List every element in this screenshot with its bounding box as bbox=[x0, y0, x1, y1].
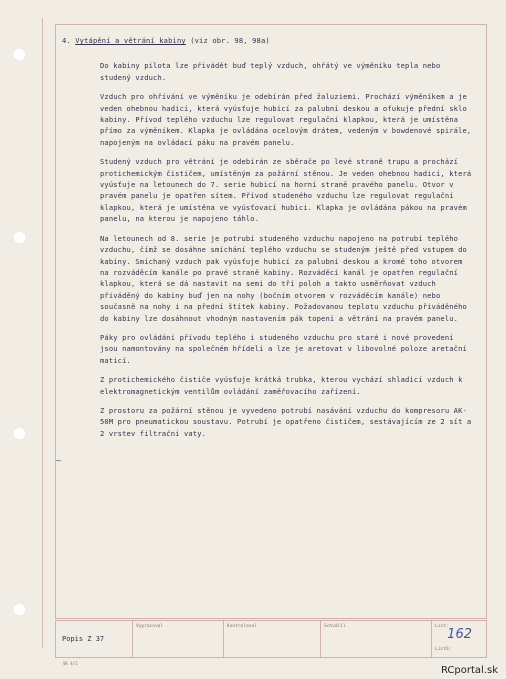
title-block bbox=[55, 620, 487, 658]
section-title: Vytápění a větrání kabiny bbox=[75, 36, 186, 45]
list-label: List: bbox=[435, 624, 449, 629]
section-ref: (viz obr. 98, 98a) bbox=[190, 36, 270, 45]
footer-schvalil bbox=[321, 621, 432, 657]
footer-popis: Popis Z 37 bbox=[56, 621, 133, 657]
paragraph: Vzduch pro ohřívání ve výměníku je odebírán před žaluziemi. Prochází výměníkem a je veden ohebnou hadicí, která vyúsťuje hubicí za palubní deskou a ofukuje přední sklo kabiny. Přívod teplého vzduchu lze regulovat regulační klapkou, která je umístěna přímo za výměníkem. Klapka je ovládána ocelovým drátem, vedeným v bowdenové spirále, napojeným na ovládací páku na pravém panelu. bbox=[100, 92, 472, 147]
footer-vypracoval bbox=[133, 621, 224, 657]
paragraph: Z protichemického čističe vyúsťuje krátká trubka, kterou vychází shladicí vzduch k elektromagnetickým ventilům ovládání zaměřovacího zařízení. bbox=[100, 375, 463, 396]
vypracoval-label: Vypracoval bbox=[136, 624, 164, 629]
body-text bbox=[62, 35, 474, 447]
punch-hole bbox=[13, 48, 26, 61]
punch-hole bbox=[13, 427, 26, 440]
section-heading bbox=[62, 35, 474, 46]
paragraph: Do kabiny pilota lze přivádět buď teplý vzduch, ohřátý ve výměníku tepla nebo studený vzduch. bbox=[100, 61, 441, 82]
watermark: RCportal.sk bbox=[440, 665, 498, 676]
paragraph: Z prostoru za požární stěnou je vyvedeno potrubí nasávání vzduchu do kompresoru AK-50M pro pneumatickou soustavu. Potrubí je opatřeno čističem, sestávajícím ze 2 sít a 2 vrstev filtrační vaty. bbox=[100, 405, 472, 438]
section-number: 4. bbox=[62, 36, 71, 45]
punch-hole bbox=[13, 603, 26, 616]
paragraph: Páky pro ovládání přívodu teplého i studeného vzduchu pro staré i nové provedení jsou namontovány na společném hřídeli a lze je aretovat v libovolné poloze aretační maticí. bbox=[100, 332, 467, 365]
paragraph: Studený vzduch pro větrání je odebírán ze sběrače po levé straně trupu a prochází protichemickým čističem, umístěným za požární stěnou. Je veden ohebnou hadicí, která vyúsťuje na letounech do 7. serie hubicí na horní straně pravého panelu. Otvor v pravém panelu je opatřen sítem. Přívod studeného vzduchu lze regulovat regulační klapkou, která je umístěna ve vyúsťovací hubici. Klapka je ovládána pákou na pravém panelu, na kterou je napojeno táhlo. bbox=[100, 157, 472, 224]
schvalil-label: Schválil bbox=[324, 624, 346, 629]
sheet-number: 162 bbox=[447, 627, 472, 642]
footer-kontroloval bbox=[224, 621, 321, 657]
footer-list bbox=[432, 621, 486, 657]
punch-hole bbox=[13, 231, 26, 244]
form-code: SK 4/1 bbox=[63, 661, 78, 666]
kontroloval-label: Kontroloval bbox=[227, 624, 257, 629]
listu-label: Listů: bbox=[435, 647, 452, 652]
margin-line bbox=[42, 18, 43, 648]
paragraph: Na letounech od 8. serie je potrubí studeného vzduchu napojeno na potrubí teplého vzduchu, čímž se dosáhne smíchání teplého vzduchu se studeným ještě před vstupem do kabiny. Smíchaný vzduch pak vyúsťuje hubicí za palubní deskou a kromě toho otvorem na rozváděcím kanále po pravé straně kabiny. Rozváděcí kanál je opatřen regulační klapkou, která se dá nastavit na semi do tří poloh a takto usměrňovat vzduch přiváděný do kabiny buď jen na nohy (bočním otvorem v rozváděcím kanále) nebo současně na nohy i na přední štítek kabiny. Požadovanou teplotu vzduchu přiváděného do kabiny lze dosáhnout vhodným nastavením pák topení a větrání na pravém panelu. bbox=[100, 233, 467, 323]
margin-dash-mark: – bbox=[56, 456, 61, 465]
